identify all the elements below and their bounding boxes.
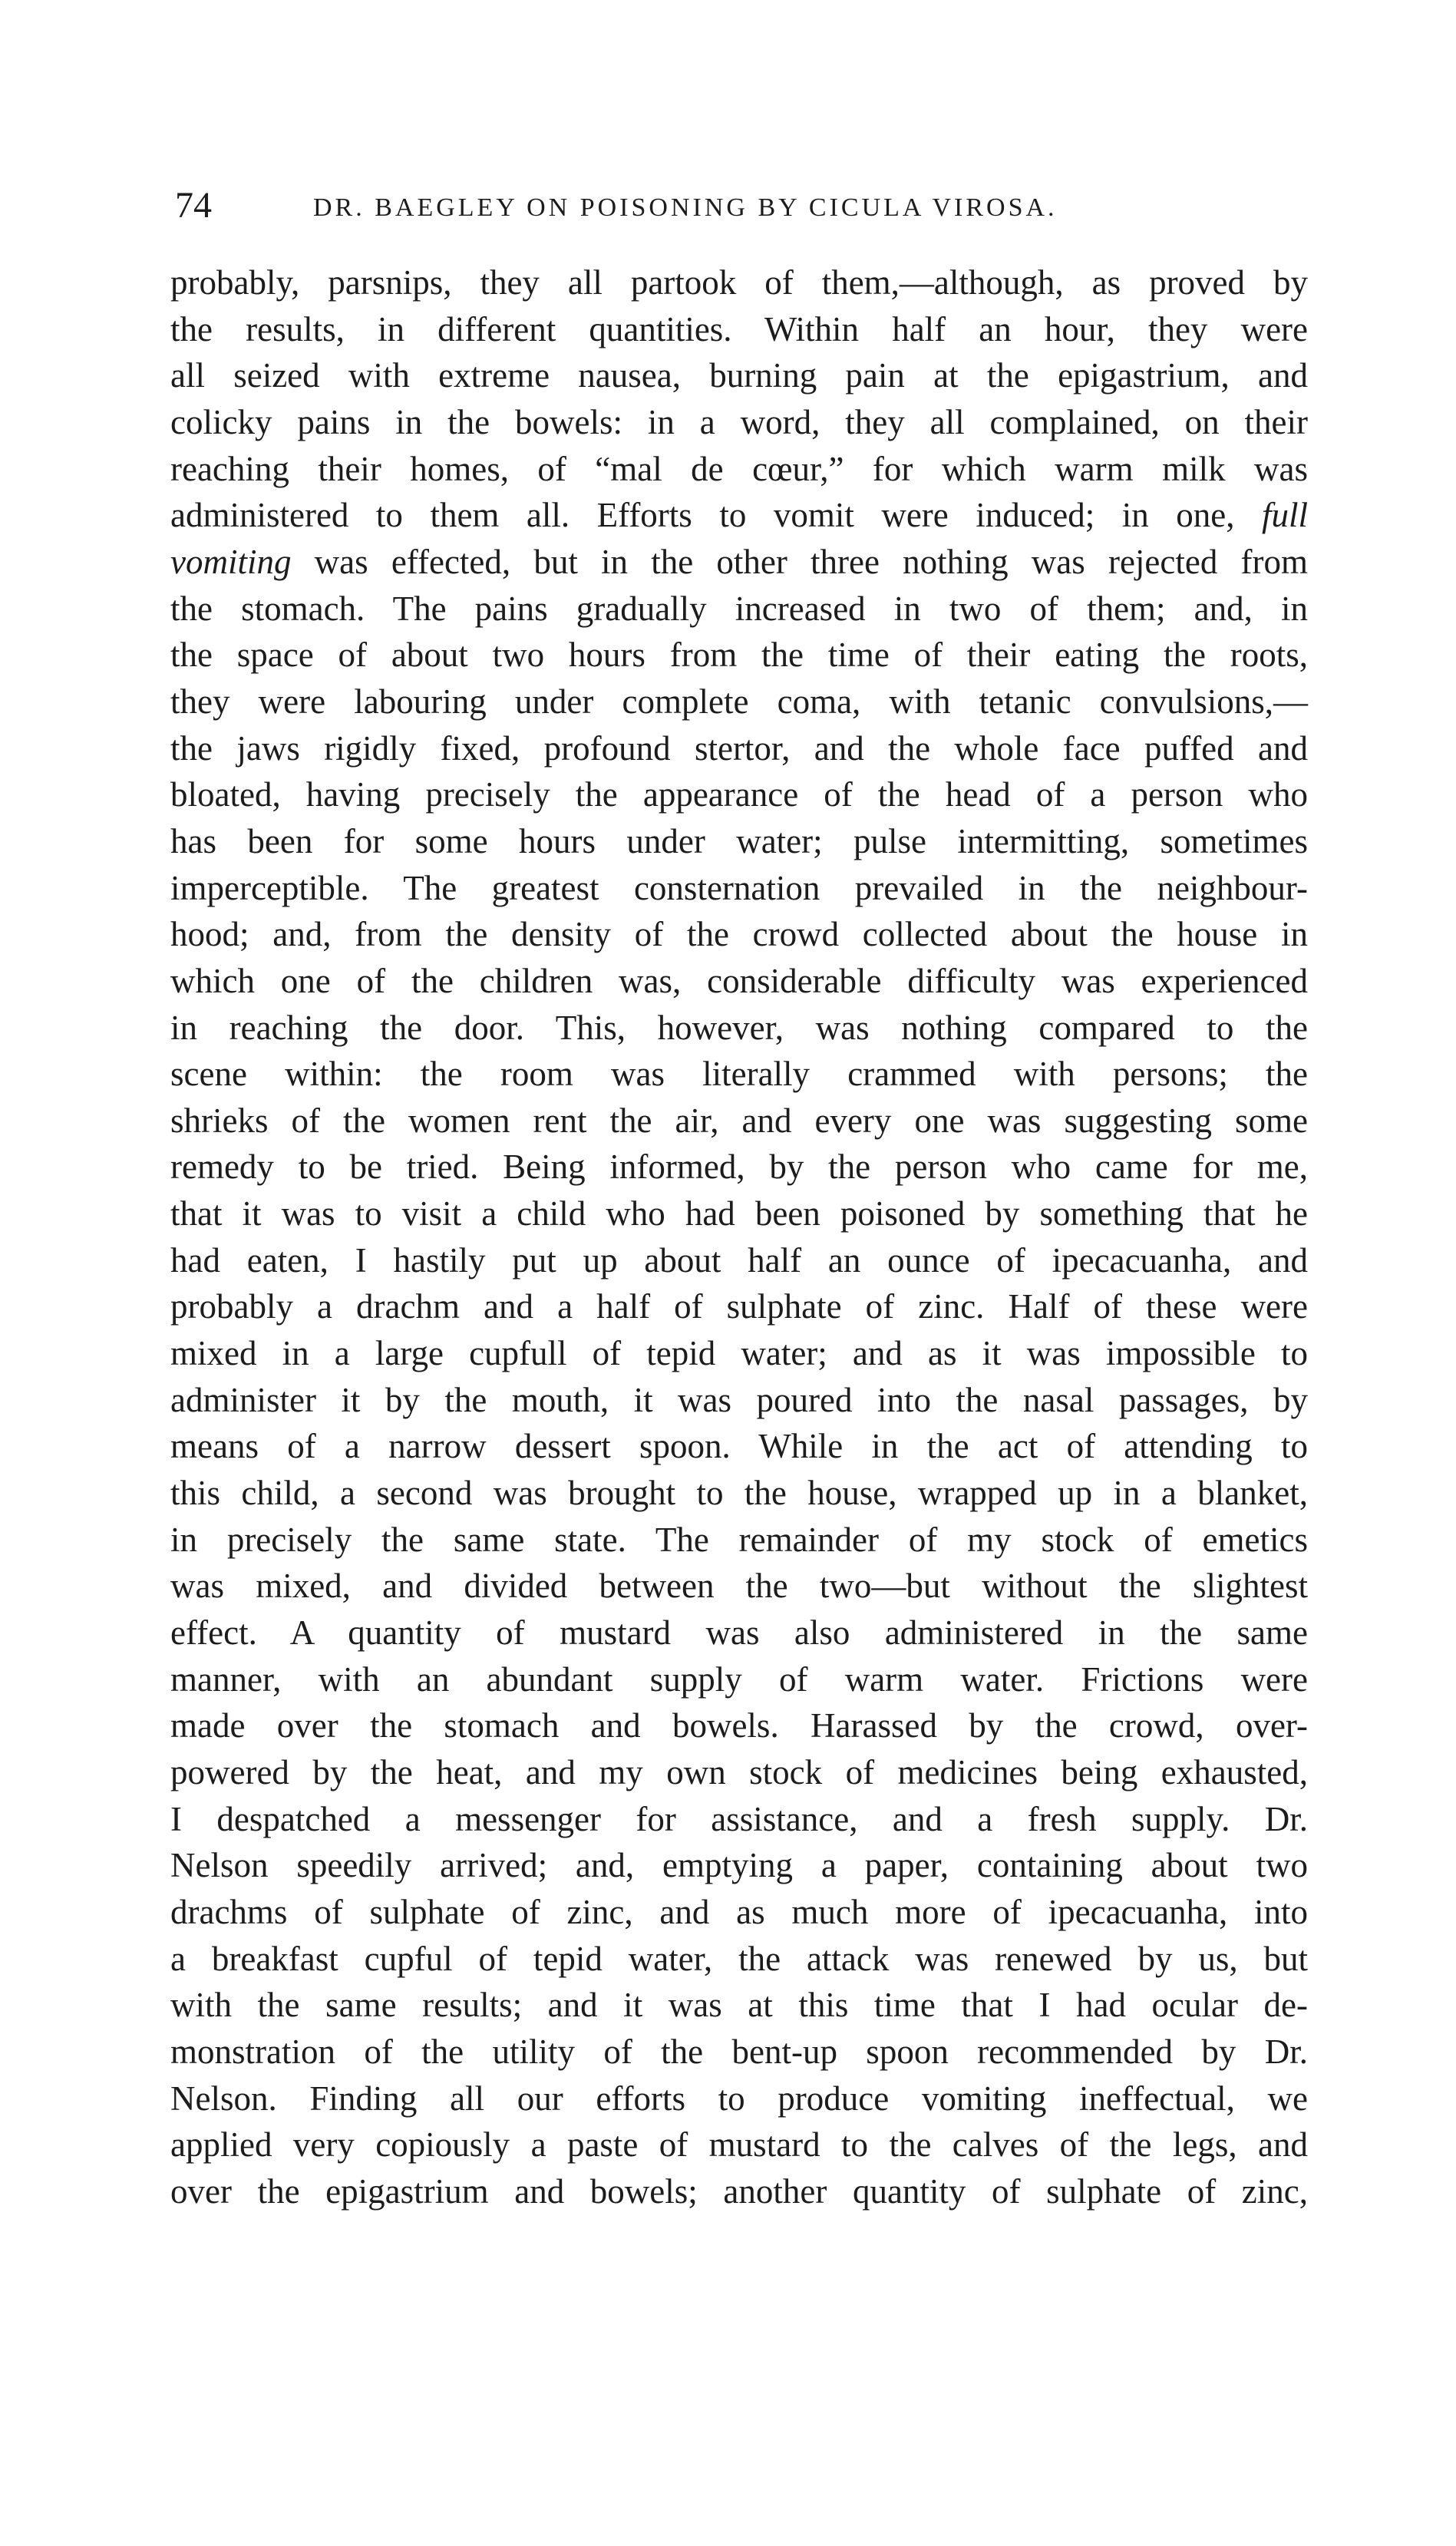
text-line: means of a narrow dessert spoon. While in the act of attending to — [170, 1427, 1308, 1466]
text-line: was mixed, and divided between the two—but without the slightest — [170, 1567, 1308, 1606]
text-line: which one of the children was, considerable difficulty was experienced — [170, 961, 1308, 1000]
body-text — [170, 259, 1308, 2215]
text-segment: administered to them all. Efforts to vomit were induced; in one, — [170, 496, 1235, 535]
text-segment: was effected, but in the other three nothing was rejected from — [314, 542, 1308, 581]
running-head — [175, 183, 1311, 236]
text-line: all seized with extreme nausea, burning pain at the epigastrium, and — [170, 356, 1308, 395]
text-line: in reaching the door. This, however, was nothing compared to the — [170, 1008, 1308, 1047]
text-line: shrieks of the women rent the air, and every one was suggesting some — [170, 1101, 1308, 1140]
text-line: a breakfast cupful of tepid water, the attack was renewed by us, but — [170, 1939, 1308, 1978]
text-line: probably, parsnips, they all partook of them,—although, as proved by — [170, 263, 1308, 302]
italic-text: full — [1261, 496, 1308, 535]
text-line: scene within: the room was literally crammed with persons; the — [170, 1055, 1308, 1094]
text-line: the results, in different quantities. Within half an hour, they were — [170, 309, 1308, 348]
text-line — [170, 539, 1308, 586]
running-title: DR. BAEGLEY ON POISONING BY CICULA VIROSA. — [313, 193, 1058, 222]
text-line: colicky pains in the bowels: in a word, they all complained, on their — [170, 402, 1308, 441]
text-line: applied very copiously a paste of mustard to the calves of the legs, and — [170, 2125, 1308, 2165]
text-line: bloated, having precisely the appearance of the head of a person who — [170, 775, 1308, 814]
text-line: manner, with an abundant supply of warm water. Frictions were — [170, 1659, 1308, 1699]
text-line: in precisely the same state. The remainder of my stock of emetics — [170, 1520, 1308, 1559]
text-line: mixed in a large cupfull of tepid water; and as it was impossible to — [170, 1334, 1308, 1373]
text-line: has been for some hours under water; pulse intermitting, sometimes — [170, 821, 1308, 860]
text-line: probably a drachm and a half of sulphate of zinc. Half of these were — [170, 1287, 1308, 1326]
text-line: over the epigastrium and bowels; another quantity of sulphate of zinc, — [170, 2171, 1308, 2211]
text-line: with the same results; and it was at this time that I had ocular de- — [170, 1986, 1308, 2025]
text-line: reaching their homes, of “mal de cœur,” for which warm milk was — [170, 449, 1308, 488]
text-line: this child, a second was brought to the house, wrapped up in a blanket, — [170, 1474, 1308, 1513]
text-line: the jaws rigidly fixed, profound stertor, and the whole face puffed and — [170, 728, 1308, 768]
text-line: drachms of sulphate of zinc, and as much more of ipecacuanha, into — [170, 1892, 1308, 1931]
text-line: they were labouring under complete coma, with tetanic convulsions,— — [170, 682, 1308, 721]
text-line: effect. A quantity of mustard was also administered in the same — [170, 1613, 1308, 1653]
text-line: the space of about two hours from the time of their eating the roots, — [170, 636, 1308, 675]
text-line: had eaten, I hastily put up about half an ounce of ipecacuanha, and — [170, 1240, 1308, 1280]
text-line: Nelson speedily arrived; and, emptying a paper, containing about two — [170, 1846, 1308, 1885]
text-line: imperceptible. The greatest consternation prevailed in the neighbour- — [170, 868, 1308, 907]
text-line: Nelson. Finding all our efforts to produce vomiting ineffectual, we — [170, 2079, 1308, 2118]
page-number: 74 — [175, 185, 212, 226]
text-line: remedy to be tried. Being informed, by the person who came for me, — [170, 1148, 1308, 1187]
text-line: monstration of the utility of the bent-up spoon recommended by Dr. — [170, 2032, 1308, 2071]
text-line: hood; and, from the density of the crowd collected about the house in — [170, 915, 1308, 954]
text-line: that it was to visit a child who had been poisoned by something that he — [170, 1194, 1308, 1233]
text-line: administer it by the mouth, it was poured into the nasal passages, by — [170, 1380, 1308, 1419]
text-line: I despatched a messenger for assistance, and a fresh supply. Dr. — [170, 1799, 1308, 1838]
text-line — [170, 492, 1308, 539]
text-line: the stomach. The pains gradually increased in two of them; and, in — [170, 589, 1308, 628]
text-line: powered by the heat, and my own stock of medicines being exhausted, — [170, 1753, 1308, 1791]
text-line: made over the stomach and bowels. Harassed by the crowd, over- — [170, 1706, 1308, 1745]
italic-text: vomiting — [170, 542, 292, 581]
